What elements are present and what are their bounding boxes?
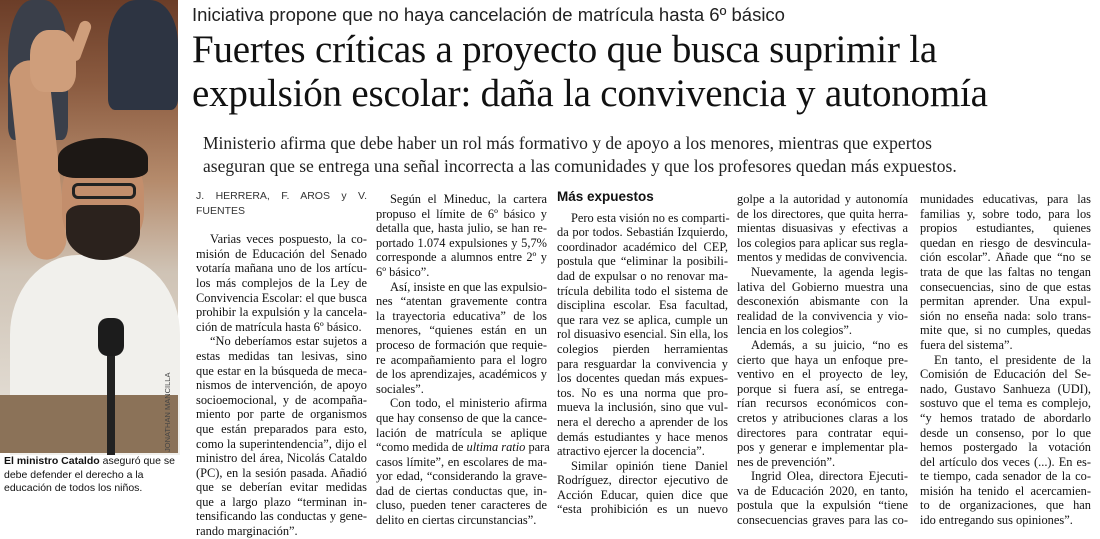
- text-line: tos. No es una norma que pro-: [557, 385, 728, 400]
- text-line: nera el derecho a aprender de los: [557, 414, 728, 429]
- text-line: cretos y atribuciones claras a los: [737, 410, 908, 425]
- caption-text: aseguró que se debe defender el derecho a la educación de todos los niños.: [4, 455, 175, 495]
- text-line: Según el Mineduc, la cartera: [390, 192, 547, 206]
- column-3: [557, 188, 728, 517]
- text-line: misión de Educación del Senado: [196, 246, 367, 261]
- text-line: la trayectoria educativa” de los: [376, 308, 547, 323]
- text-line: lación de matrícula se aplique: [376, 425, 547, 440]
- text-line: permitan aprender. Una expul-: [920, 294, 1091, 309]
- text-line: nes de prevención”.: [737, 454, 836, 469]
- text-line: atractivo ejercer la docencia”.: [557, 444, 705, 459]
- text-line: prohibir la expulsión y la cancela-: [196, 305, 367, 320]
- byline: J. HERRERA, F. AROS y V. FUENTES: [196, 190, 367, 217]
- text-line: sostuvo que el tema es complejo,: [920, 396, 1091, 411]
- text-line: cierto que haya un enfoque pre-: [737, 352, 908, 367]
- text-line: portado 1.074 expulsiones y 5,7%: [376, 235, 547, 250]
- text-line: te tiempo, cada senador de la co-: [920, 469, 1091, 484]
- text-line: rol disuasivo esencial. Sin ella, los: [557, 327, 729, 342]
- text-line: rando marginación”.: [196, 524, 298, 539]
- text-line: directores para contratar equi-: [737, 425, 908, 440]
- text-line: va de Educación 2020, en tanto,: [737, 483, 908, 498]
- text-line: Rodríguez, director ejecutivo de: [557, 473, 728, 488]
- text-line: nismos de intervención, de apoyo: [196, 378, 367, 393]
- text-line: que se deberían evitar medidas: [196, 480, 367, 495]
- text-line: rían recursos económicos con-: [737, 396, 908, 411]
- text-line: de los directores, que quita herra-: [737, 206, 908, 221]
- text-line: to de organizaciones, que han: [920, 498, 1091, 513]
- text-line: consecuencias, sino de que estas: [920, 279, 1091, 294]
- text-line: realidad de la convivencia y vio-: [737, 308, 908, 323]
- italic-term: ultima ratio: [466, 440, 526, 455]
- column-2-text: [376, 192, 550, 528]
- text-line: da por todos. Sebastián Izquierdo,: [557, 225, 728, 240]
- text-line: ventivo en el proyecto de ley,: [737, 367, 908, 382]
- column-5: [920, 192, 1091, 528]
- text-line: nado, Gustavo Sanhueza (UDI),: [920, 381, 1091, 396]
- text-line: ción escolar”. Añade que “no se: [920, 250, 1091, 265]
- beard-shape: [66, 205, 140, 260]
- text-line: desde un consenso, por lo que: [920, 425, 1091, 440]
- text-line: mueva la inclusión, sino que vul-: [557, 400, 728, 415]
- glasses-shape: [72, 183, 136, 199]
- text-line: yor edad, “considerando la grave-: [376, 469, 547, 484]
- text-line: hemos postergado la votación: [920, 440, 1091, 455]
- text-line: propios estudiantes, quienes: [920, 221, 1091, 236]
- text-line: del artículo dos veces (...). En es-: [920, 454, 1091, 469]
- text-line: coordinador académico del CEP,: [557, 239, 728, 254]
- text-line: (PC), en la sesión pasada. Añadió: [196, 465, 367, 480]
- text-line: Varias veces pospuesto, la co-: [210, 232, 367, 247]
- desk-shape: [0, 395, 178, 453]
- kicker: Iniciativa propone que no haya cancelación de matrícula hasta 6º básico: [192, 4, 785, 25]
- text-line: que hay consenso de que la cance-: [376, 410, 547, 425]
- column-5-text: [920, 192, 1091, 528]
- text-fragment: para: [525, 440, 550, 455]
- text-line: dad de ciertas conductas que, in-: [376, 483, 547, 498]
- text-line: En tanto, el presidente de la: [934, 352, 1091, 367]
- text-line: mite que, si no cumples, quedas: [920, 323, 1091, 338]
- text-line: delito en ciertas circunstancias”.: [376, 513, 537, 528]
- text-line: miento por parte de organismos: [196, 407, 367, 422]
- text-line: socioemocional, y de acompaña-: [196, 392, 367, 407]
- deck-line: Ministerio afirma que debe haber un rol más formativo y de apoyo a los menores, mientras que expertos: [203, 133, 932, 153]
- deck: [203, 132, 1098, 178]
- text-line: proceso de formación que requie-: [376, 337, 547, 352]
- text-line: mentos y medidas de convivencia.: [737, 250, 908, 265]
- text-line: corresponde a alumnos entre 2º y: [376, 250, 547, 265]
- text-line: familias y, sobre todo, para los: [920, 206, 1091, 221]
- headline: [192, 28, 1097, 116]
- text-line: los más complejos de la Ley de: [196, 275, 367, 290]
- text-line: Acción Educar, quien dice que: [557, 487, 728, 502]
- text-line: votaría mañana uno de los artícu-: [196, 261, 367, 276]
- column-4: [737, 192, 908, 528]
- text-line: pos y generar e implementar pla-: [737, 440, 908, 455]
- headline-line: expulsión escolar: daña la convivencia y autonomía: [192, 72, 988, 115]
- text-line: demás estudiantes y hace menos: [557, 429, 728, 444]
- text-line: Además, a su juicio, “no es: [751, 337, 908, 352]
- column-2: [376, 192, 550, 528]
- text-line: ción de matrícula hasta 6º básico.: [196, 319, 362, 334]
- text-line: ido entregando sus opiniones”.: [920, 513, 1073, 528]
- text-line: golpe a la autoridad y autonomía: [737, 192, 908, 206]
- text-line: “y hemos tratado de abordarlo: [920, 410, 1091, 425]
- text-line: Ingrid Olea, directora Ejecuti-: [751, 469, 908, 484]
- text-line: tensificando las conductas y gene-: [196, 509, 367, 524]
- text-line: consecuencias graves para las co-: [737, 513, 908, 528]
- deck-line: aseguran que se entrega una señal incorrecta a las comunidades y que los profesores quedan más expuestos.: [203, 156, 957, 176]
- text-line: colegios pierden herramientas: [557, 341, 728, 356]
- text-line: quedan en riesgo de desvincula-: [920, 235, 1091, 250]
- column-1-text: [196, 232, 367, 538]
- text-line: detalla que, hasta julio, se han re-: [376, 221, 547, 236]
- column-4-text: [737, 192, 908, 528]
- text-line: “como medida de ultima ratio para: [376, 440, 550, 455]
- text-line: menores, “quienes están en un: [376, 323, 547, 338]
- column-3-text: [557, 211, 728, 517]
- text-line: los colegios para aplicar sus regla-: [737, 235, 908, 250]
- text-line: para resguardar la convivencia y: [557, 356, 728, 371]
- background-person: [108, 0, 178, 110]
- text-line: dad de expulsar o no renovar ma-: [557, 268, 728, 283]
- column-1: [196, 188, 367, 539]
- text-line: munidades educativas, para las: [920, 192, 1091, 206]
- text-line: re acompañamiento para el logro: [376, 352, 547, 367]
- text-line: que a largo plazo “terminan in-: [196, 494, 367, 509]
- text-line: Con todo, el ministerio afirma: [390, 396, 547, 411]
- article-photo: [0, 0, 178, 453]
- text-line: “No deberíamos estar sujetos a: [210, 334, 367, 349]
- hair-shape: [58, 138, 148, 178]
- text-line: cluso, pueden tener caracteres de: [376, 498, 547, 513]
- text-line: fuera del sistema”.: [920, 337, 1013, 352]
- text-line: que están preparados para esto,: [196, 421, 367, 436]
- text-line: “esta prohibición es un nuevo: [557, 502, 728, 517]
- text-line: estas medidas tan lesivas, sino: [196, 348, 367, 363]
- text-line: misión ha tenido el acercamien-: [920, 483, 1091, 498]
- text-line: ministro del área, Nicolás Cataldo: [196, 451, 367, 466]
- text-line: Similar opinión tiene Daniel: [571, 458, 728, 473]
- raised-hand-shape: [30, 30, 76, 92]
- text-line: sociales”.: [376, 381, 424, 396]
- text-line: lencia en los colegios”.: [737, 323, 852, 338]
- text-line: Nuevamente, la agenda legis-: [751, 264, 908, 279]
- text-line: Así, insiste en que las expulsio-: [390, 279, 547, 294]
- text-line: 6º básico”.: [376, 264, 430, 279]
- text-line: casos límite”, en escolares de ma-: [376, 454, 547, 469]
- text-line: que estar en la búsqueda de meca-: [196, 363, 367, 378]
- microphone-stand-shape: [107, 340, 115, 455]
- text-line: porque si fuera así, se entrega-: [737, 381, 908, 396]
- text-line: sión no enseña nada: solo trans-: [920, 308, 1091, 323]
- photo-caption: [4, 455, 176, 496]
- text-line: trata de que las faltas no tengan: [920, 264, 1091, 279]
- text-line: propuso el límite de 6º básico y: [376, 206, 547, 221]
- text-line: Pero esta visión no es comparti-: [571, 210, 730, 225]
- text-line: de los aprendizajes, académicos y: [376, 367, 547, 382]
- text-line: como la superintendencia”, dijo el: [196, 436, 367, 451]
- text-line: nes “atentan gravemente contra: [376, 294, 547, 309]
- text-line: Convivencia Escolar: el que busca: [196, 290, 367, 305]
- subhead: Más expuestos: [557, 189, 654, 204]
- caption-bold: El ministro Cataldo: [4, 455, 100, 467]
- text-line: que rara vez se aplica, cumple un: [557, 312, 728, 327]
- text-line: desconexión abismante con la: [737, 294, 908, 309]
- headline-line: Fuertes críticas a proyecto que busca suprimir la: [192, 28, 938, 71]
- microphone-icon: [98, 318, 124, 356]
- text-line: disciplina escolar. Esa facultad,: [557, 298, 728, 313]
- text-line: los docentes quedan más expues-: [557, 371, 728, 386]
- text-line: Comisión de Educación del Se-: [920, 367, 1091, 382]
- text-line: mientas disuasivas y efectivas a: [737, 221, 908, 236]
- text-line: postula que “eliminar la posibili-: [557, 254, 728, 269]
- text-line: lativa del Gobierno muestra una: [737, 279, 908, 294]
- text-line: trícula debilita todo el sistema de: [557, 283, 728, 298]
- text-line: postula que la expulsión “tiene: [737, 498, 908, 513]
